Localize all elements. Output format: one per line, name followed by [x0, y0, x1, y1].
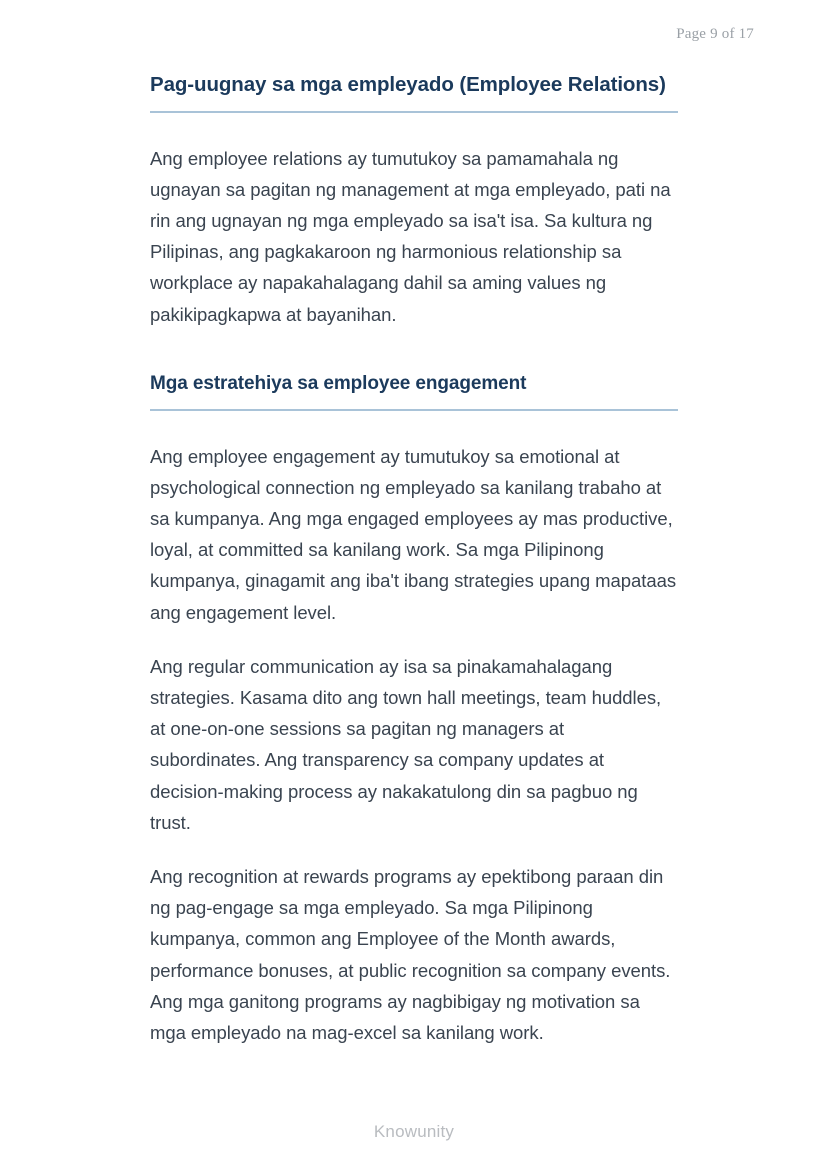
- page-number-indicator: Page 9 of 17: [676, 26, 754, 42]
- paragraph-employee-relations-intro: Ang employee relations ay tumutukoy sa pamamahala ng ugnayan sa pagitan ng management at mga empleyado, pati na rin ang ugnayan ng mga empleyado sa isa't isa. Sa kultura ng Pilipinas, ang pagkakaroon ng harmonious relationship sa workplace ay napakahalagang dahil sa aming values ng pakikipagkapwa at bayanihan.: [150, 147, 671, 325]
- section-employee-engagement: [150, 372, 678, 411]
- document-body: [150, 72, 678, 1048]
- paragraph-engagement-definition: Ang employee engagement ay tumutukoy sa emotional at psychological connection ng empleyado sa kanilang trabaho at sa kumpanya. Ang mga engaged employees ay mas productive, loyal, at committed sa kanilang work. Sa mga Pilipinong kumpanya, ginagamit ang iba't ibang strategies upang mapataas ang engagement level.: [150, 445, 677, 623]
- footer-watermark: Knowunity: [373, 1122, 455, 1141]
- section-heading-employee-engagement: Mga estratehiya sa employee engagement: [150, 372, 678, 411]
- section-heading-employee-relations: Pag-uugnay sa mga empleyado (Employee Relations): [150, 72, 678, 113]
- paragraph-recognition-rewards: Ang recognition at rewards programs ay epektibong paraan din ng pag-engage sa mga empleyado. Sa mga Pilipinong kumpanya, common ang Employee of the Month awards, performance bonuses, at public recognition sa company events. Ang mga ganitong programs ay nagbibigay ng motivation sa mga empleyado na mag-excel sa kanilang work.: [150, 866, 671, 1044]
- section-employee-relations: [150, 72, 678, 113]
- paragraph-regular-communication: Ang regular communication ay isa sa pinakamahalagang strategies. Kasama dito ang town hall meetings, team huddles, at one-on-one sessions sa pagitan ng managers at subordinates. Ang transparency sa company updates at decision-making process ay nakakatulong din sa pagbuo ng trust.: [150, 655, 662, 833]
